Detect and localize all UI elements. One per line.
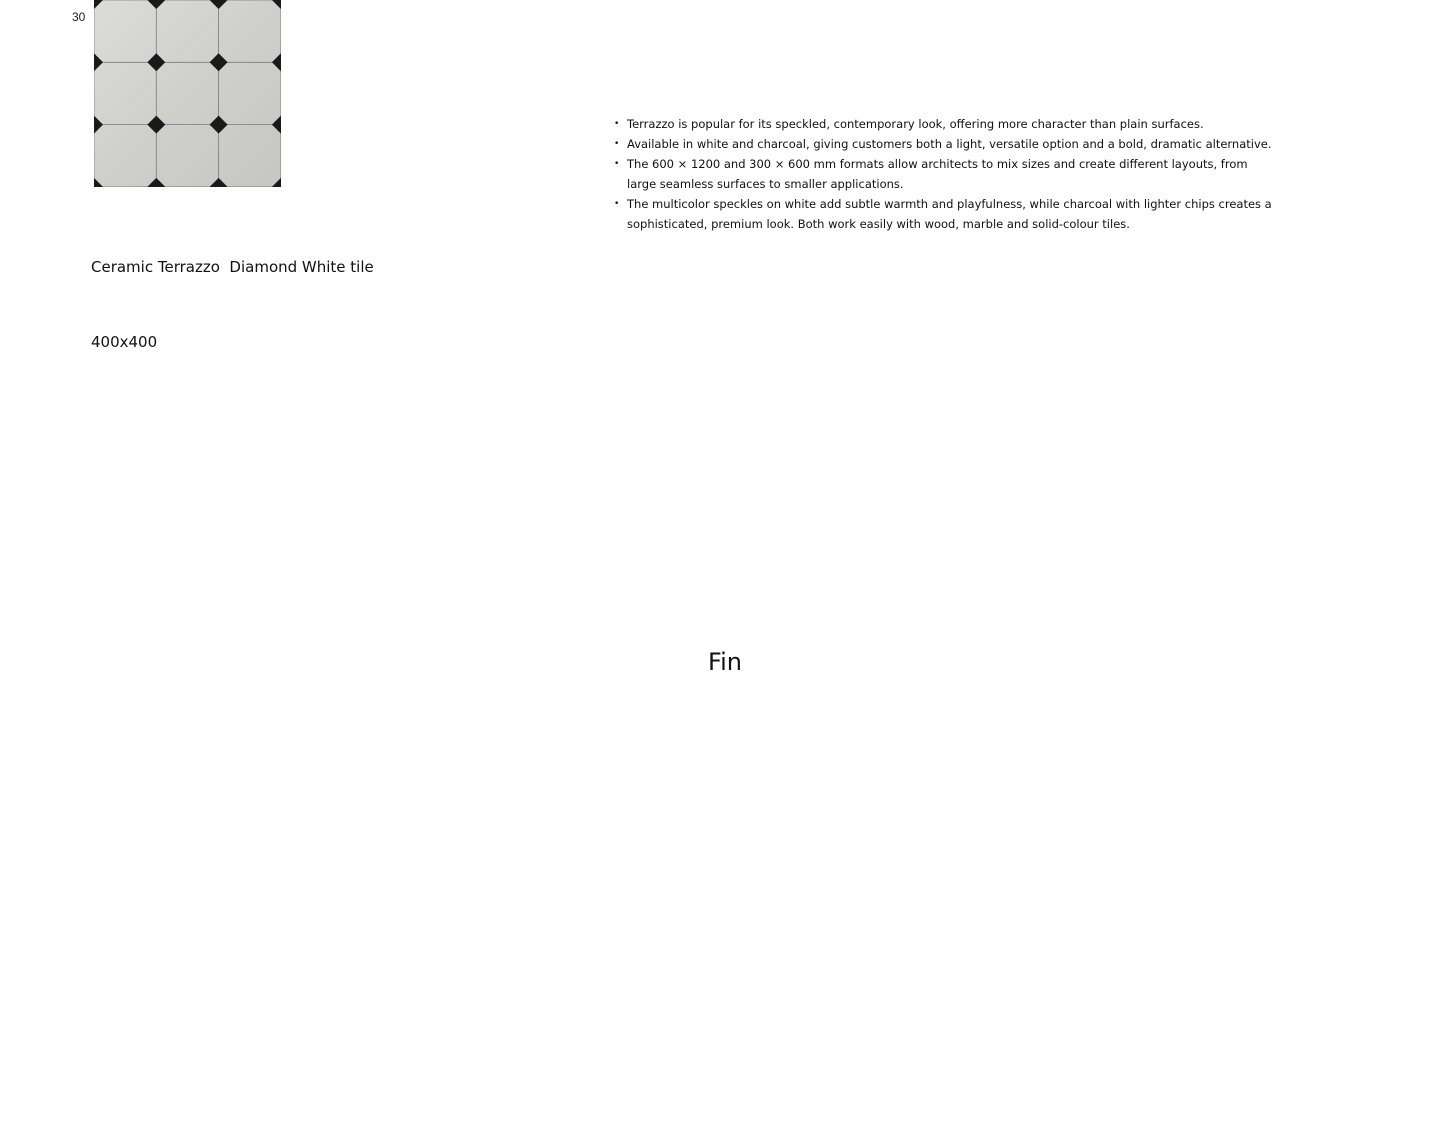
bullet-icon: •	[614, 119, 620, 129]
product-name: Ceramic Terrazzo Diamond White tile	[91, 258, 374, 276]
page-number: 30	[72, 10, 86, 24]
feature-text: The multicolor speckles on white add subtle warmth and playfulness, while charcoal with lighter chips creates a sophisticated, premium look. Both work easily with wood, marble and solid-colour tiles.	[627, 197, 1272, 231]
closing-text: Fin	[708, 648, 742, 676]
feature-text: Available in white and charcoal, giving customers both a light, versatile option and a bold, dramatic alternative.	[627, 137, 1272, 151]
bullet-icon: •	[614, 159, 620, 169]
tile-product-image	[94, 0, 281, 187]
feature-item	[614, 194, 1274, 234]
feature-text: The 600 × 1200 and 300 × 600 mm formats allow architects to mix sizes and create different layouts, from large seamless surfaces to smaller applications.	[627, 157, 1248, 191]
octagon-dot-tile-image	[94, 0, 281, 187]
feature-text: Terrazzo is popular for its speckled, contemporary look, offering more character than plain surfaces.	[627, 117, 1204, 131]
bullet-icon: •	[614, 139, 620, 149]
feature-item	[614, 114, 1274, 134]
feature-item	[614, 134, 1274, 154]
bullet-icon: •	[614, 199, 620, 209]
product-size: 400x400	[91, 333, 158, 351]
feature-item	[614, 154, 1274, 194]
product-caption	[91, 205, 421, 405]
feature-list	[614, 114, 1274, 234]
